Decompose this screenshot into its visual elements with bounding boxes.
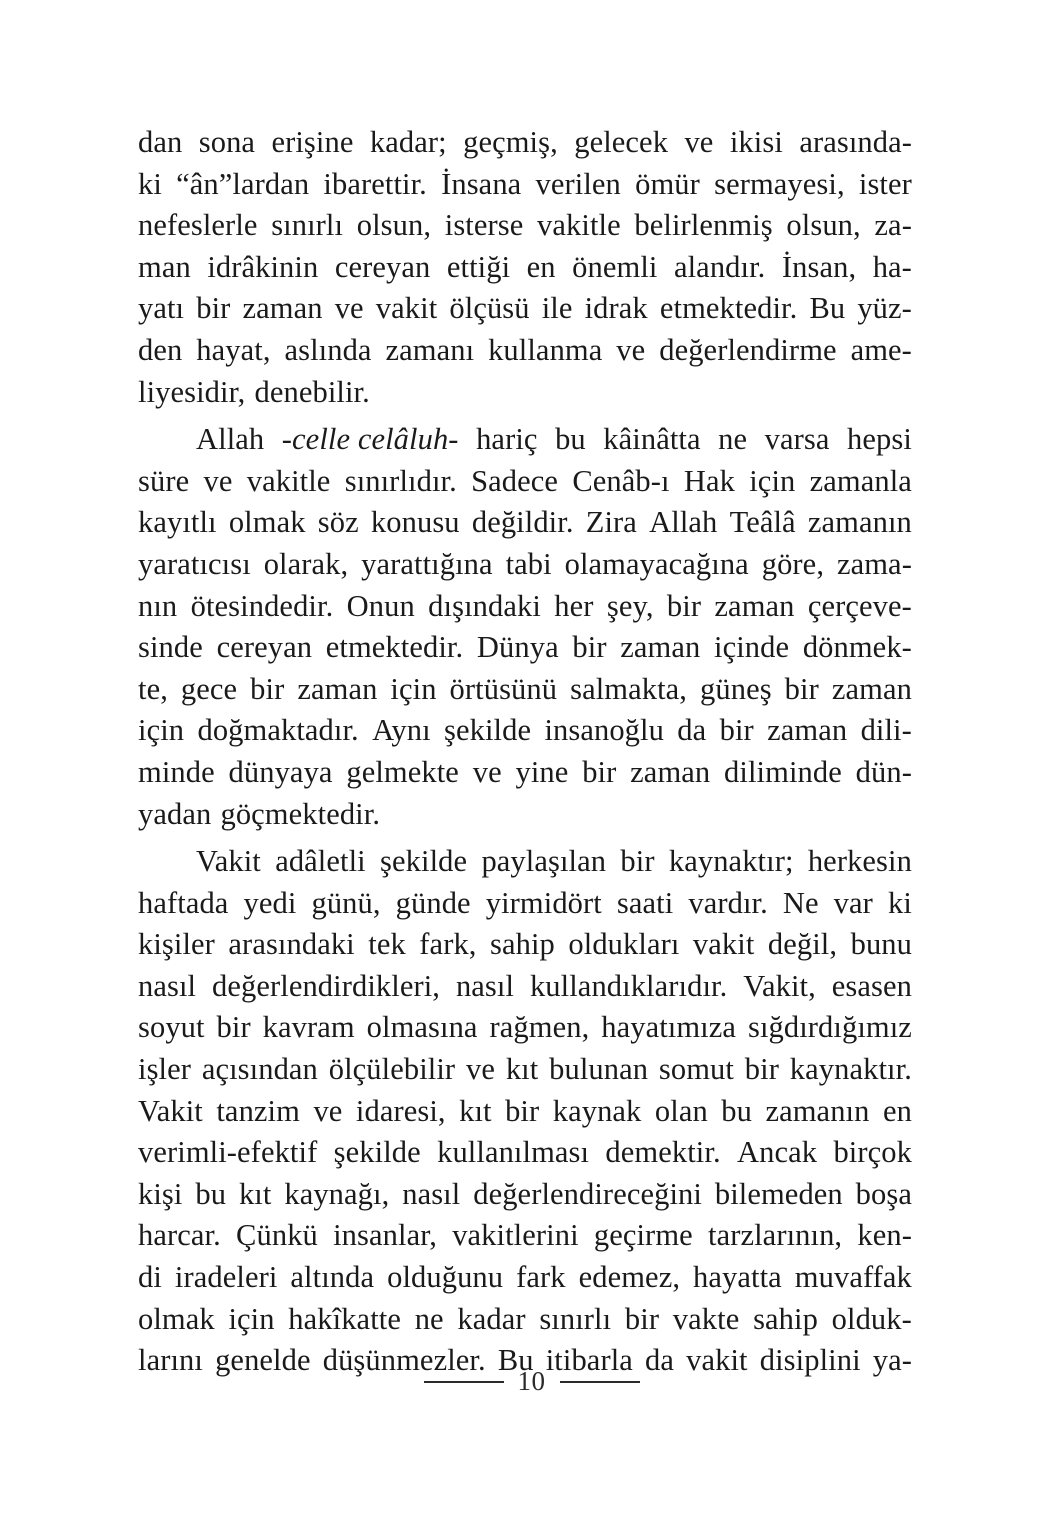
text-line (138, 419, 912, 461)
word: insanoğlu (544, 713, 664, 748)
word: doğmaktadır. (197, 713, 359, 748)
text-line (138, 1132, 912, 1174)
word: günü, (311, 885, 381, 920)
word: bir (624, 1301, 660, 1336)
word: Ancak (737, 1135, 818, 1170)
word: hepsi (847, 422, 912, 457)
text-line (138, 883, 912, 925)
word: Bu (809, 291, 846, 326)
word: ame- (850, 332, 912, 367)
word: da (645, 1343, 675, 1378)
word: boşa (855, 1176, 912, 1211)
word: Onun (346, 588, 415, 623)
text-line (138, 966, 912, 1008)
word: ne (414, 1301, 444, 1336)
word: kişi (138, 1176, 183, 1211)
word: itibarla (545, 1343, 633, 1378)
word: cereyan (216, 630, 313, 665)
word: zaman (297, 671, 378, 706)
word: salmakta, (570, 671, 688, 706)
word: Hak (683, 463, 735, 498)
text-line (138, 461, 912, 503)
word: aslında (284, 332, 372, 367)
word: soyut (138, 1010, 205, 1045)
text-line (138, 794, 912, 836)
word: değil, (767, 927, 838, 962)
word: tanzim (216, 1093, 300, 1128)
word: iradeleri (174, 1260, 278, 1295)
text-line (138, 841, 912, 883)
word: zaman (831, 671, 912, 706)
word: Teâlâ (729, 505, 796, 540)
word: dünyaya (228, 754, 333, 789)
word: değerlendirme (659, 332, 837, 367)
word: kullanılması (437, 1135, 590, 1170)
word: etmektedir. (325, 630, 464, 665)
word: geçirme (593, 1218, 693, 1253)
word: olamayacağına (564, 546, 749, 581)
word: adâletli (275, 844, 366, 879)
word: vakit (692, 927, 755, 962)
word: ki (138, 166, 162, 201)
word: arasındaki (228, 927, 355, 962)
word: sinde (138, 630, 203, 665)
word: sahip (490, 927, 555, 962)
word: hakîkatte (288, 1301, 401, 1336)
word: vakitle (537, 208, 621, 243)
word: zaman (714, 588, 795, 623)
word: bilemeden (714, 1176, 843, 1211)
word: en (526, 249, 556, 284)
word: Çünkü (236, 1218, 318, 1253)
word: İnsana (441, 166, 522, 201)
word: Vakit, (743, 968, 816, 1003)
word: idaresi, (355, 1093, 446, 1128)
word: geçmiş, (463, 125, 558, 159)
word: olsun, (786, 208, 861, 243)
page-text-block (138, 122, 912, 1382)
word: İnsan, (781, 249, 857, 284)
text-line (138, 372, 912, 414)
word: ve (616, 332, 646, 367)
word: etmektedir. (659, 291, 798, 326)
word: için (390, 671, 437, 706)
word: düşünmezler. (322, 1343, 486, 1378)
word: “ân”lardan (176, 166, 310, 201)
word: bir (620, 844, 655, 879)
word: tarzlarının, (708, 1218, 843, 1253)
word: en (882, 1093, 912, 1128)
word: olsun, (356, 208, 432, 243)
word: Allah (196, 422, 265, 457)
text-line (138, 502, 912, 544)
word: insanlar, (333, 1218, 437, 1253)
word: zamanla (809, 463, 912, 498)
word: hayat, (196, 332, 271, 367)
word: ve (472, 754, 502, 789)
text-line (138, 710, 912, 752)
word: kullandıklarıdır. (529, 968, 728, 1003)
word: ettiği (446, 249, 511, 284)
word: süre (138, 463, 190, 498)
word: göçmektedir. (220, 796, 381, 831)
word: nın (138, 588, 178, 623)
word: zaman (767, 713, 848, 748)
word: idrak (584, 291, 648, 326)
word: ötesindedir. (190, 588, 334, 623)
word: bu (195, 1176, 227, 1211)
word: kaynaktır. (789, 1052, 912, 1087)
word: nasıl (402, 1176, 461, 1211)
word: bunu (850, 927, 912, 962)
word: güneş (700, 671, 772, 706)
word: bir (572, 630, 607, 665)
word: esasen (831, 968, 912, 1003)
word: ne (718, 422, 748, 457)
word: ibarettir. (323, 166, 427, 201)
word: erişine (271, 125, 354, 159)
word: bir (505, 1093, 540, 1128)
word: olduğunu (387, 1260, 504, 1295)
word: için (228, 1301, 275, 1336)
text-line (138, 1299, 912, 1341)
word: te, (138, 671, 168, 706)
word: gece (180, 671, 238, 706)
word: ikisi (729, 125, 783, 159)
word: disiplini (759, 1343, 861, 1378)
word: olmasına (366, 1010, 478, 1045)
word: var (833, 885, 873, 920)
word: saati (616, 885, 674, 920)
word: kaynağı, (284, 1176, 390, 1211)
word: Dünya (476, 630, 559, 665)
word: idrâkinin (207, 249, 319, 284)
text-line (138, 627, 912, 669)
word: alandır. (673, 249, 766, 284)
word: cereyan (334, 249, 431, 284)
word: minde (138, 754, 215, 789)
footer-rule-right (560, 1381, 640, 1383)
word: sona (198, 125, 256, 159)
word: genelde (215, 1343, 311, 1378)
word: Ne (782, 885, 819, 920)
word: Zira (585, 505, 637, 540)
word: için (138, 713, 185, 748)
body-paragraph (138, 841, 912, 1382)
word: değerlendirdikleri, (212, 968, 441, 1003)
word: ile (541, 291, 573, 326)
word: ve (684, 125, 714, 159)
word: zamanın (765, 1093, 870, 1128)
word: oldukları (568, 927, 680, 962)
word: kişiler (138, 927, 215, 962)
word: örtüsünü (449, 671, 558, 706)
text-line (138, 1257, 912, 1299)
word: bir (784, 671, 819, 706)
word: dün- (855, 754, 912, 789)
word: vakit (686, 1343, 748, 1378)
text-line (138, 586, 912, 628)
word: göre, (761, 546, 825, 581)
word: ken- (857, 1218, 912, 1253)
text-line (138, 330, 912, 372)
word: vakte (672, 1301, 740, 1336)
word: açısından (201, 1052, 318, 1087)
word: vakit (375, 291, 438, 326)
word: Cenâb-ı (572, 463, 670, 498)
word: sığdırdığımız (747, 1010, 912, 1045)
word: ömür (635, 166, 700, 201)
word: ölçüsü (449, 291, 530, 326)
word: ister (858, 166, 912, 201)
word: şekilde (333, 1135, 421, 1170)
word: Vakit (138, 1093, 203, 1128)
text-line (138, 288, 912, 330)
word: kıt (459, 1093, 492, 1128)
word: sınırlı (539, 1301, 612, 1336)
word: ki (887, 885, 912, 920)
word: demektir. (605, 1135, 721, 1170)
word: hariç (476, 422, 538, 457)
word: konusu (370, 505, 460, 540)
text-line (138, 122, 912, 164)
body-paragraph (138, 419, 912, 835)
word: ve (203, 463, 233, 498)
word: bir (719, 713, 754, 748)
word: zaman (242, 291, 323, 326)
word: olan (654, 1093, 708, 1128)
word: yine (515, 754, 569, 789)
word: za- (874, 208, 912, 243)
text-line (138, 247, 912, 289)
word: arasında- (799, 125, 912, 159)
word: dili- (860, 713, 912, 748)
word: dönmek- (802, 630, 912, 665)
word: için (749, 463, 796, 498)
word: tabi (505, 546, 552, 581)
text-line (138, 205, 912, 247)
word: fark (516, 1260, 566, 1295)
word: zamanın (807, 505, 912, 540)
word: ve (313, 1093, 343, 1128)
word: Sadece (471, 463, 559, 498)
word: man (138, 249, 191, 284)
word: kaynak (552, 1093, 642, 1128)
word: varsa (764, 422, 830, 457)
word: nasıl (455, 968, 515, 1003)
word: paylaşılan (481, 844, 607, 879)
word: şekilde (380, 844, 468, 879)
word: zama- (836, 546, 912, 581)
word: olmak (138, 1301, 215, 1336)
word: ölçülebilir (328, 1052, 456, 1087)
word: kâinâtta (603, 422, 701, 457)
word: yadan (138, 796, 212, 831)
word: kadar; (369, 125, 447, 159)
word: Bu (497, 1343, 534, 1378)
word: şekilde (444, 713, 532, 748)
word: yatı (138, 291, 185, 326)
word: larını (138, 1343, 203, 1378)
word: yirmidört (485, 885, 602, 920)
word: nefeslerle (138, 208, 258, 243)
text-line (138, 1174, 912, 1216)
word: şey, (606, 588, 654, 623)
word: di (138, 1260, 162, 1295)
word: Aynı (372, 713, 431, 748)
word: kaynaktır; (668, 844, 794, 879)
word: Vakit (196, 844, 261, 879)
word: haftada (138, 885, 229, 920)
text-line (138, 1049, 912, 1091)
word: sermayesi, (714, 166, 845, 201)
word: olarak, (263, 546, 349, 581)
text-line (138, 752, 912, 794)
word: rağmen, (489, 1010, 590, 1045)
text-line (138, 1215, 912, 1257)
word: kadar (457, 1301, 526, 1336)
word: herkesin (807, 844, 912, 879)
word: bir (250, 671, 285, 706)
word: zamanı (385, 332, 475, 367)
word: bu (721, 1093, 752, 1128)
text-line (138, 669, 912, 711)
word: günde (395, 885, 471, 920)
text-line (138, 924, 912, 966)
word: olmak (228, 505, 306, 540)
word: olduk- (831, 1301, 912, 1336)
word: hayatta (693, 1260, 782, 1295)
word: harcar. (138, 1218, 221, 1253)
word: kıt (505, 1052, 539, 1087)
word: verilen (535, 166, 621, 201)
word: vakitle (246, 463, 331, 498)
word: tek (368, 927, 406, 962)
word: değerlendireceğini (473, 1176, 702, 1211)
word: dışındaki (428, 588, 541, 623)
word: altında (290, 1260, 375, 1295)
word: bir (666, 588, 702, 623)
word: gelecek (574, 125, 669, 159)
word: işler (138, 1052, 192, 1087)
word: yüz- (857, 291, 912, 326)
word: kavram (262, 1010, 355, 1045)
body-paragraph (138, 122, 912, 413)
word: bir (196, 291, 231, 326)
word: diliminde (724, 754, 842, 789)
word: liyesidir, (138, 374, 246, 409)
word: sınırlı (271, 208, 344, 243)
word: birçok (833, 1135, 912, 1170)
word: bu (555, 422, 586, 457)
word: söz (317, 505, 359, 540)
page-number: 10 (517, 1366, 546, 1396)
word: her (554, 588, 594, 623)
word: da (677, 713, 707, 748)
word: belirlenmiş (634, 208, 773, 243)
word: kayıtlı (138, 505, 217, 540)
text-line (138, 1091, 912, 1133)
word: kullanma (488, 332, 603, 367)
word: içinde (714, 630, 790, 665)
italic-phrase: -celle celâluh- (281, 422, 459, 457)
word: ve (466, 1052, 495, 1087)
word: ha- (872, 249, 912, 284)
word: değildir. (471, 505, 574, 540)
word: edemez, (578, 1260, 681, 1295)
word: nasıl (138, 968, 197, 1003)
word: gelmekte (346, 754, 459, 789)
word: çerçeve- (807, 588, 912, 623)
word: Allah (649, 505, 718, 540)
word: yedi (243, 885, 297, 920)
word: muvaffak (794, 1260, 912, 1295)
text-line (138, 544, 912, 586)
word: yarattığına (361, 546, 493, 581)
word: fark, (419, 927, 477, 962)
word: ve (334, 291, 364, 326)
word: ya- (872, 1343, 912, 1378)
word: bir (216, 1010, 251, 1045)
word: bulunan (549, 1052, 649, 1087)
word: sınırlıdır. (344, 463, 457, 498)
word: vakitlerini (452, 1218, 579, 1253)
word: hayatımıza (601, 1010, 737, 1045)
word: yaratıcısı (138, 546, 251, 581)
word: isterse (444, 208, 524, 243)
text-line (138, 1007, 912, 1049)
word: bir (744, 1052, 779, 1087)
word: bir (582, 754, 617, 789)
word: den (138, 332, 183, 367)
footer-rule-left (424, 1381, 504, 1383)
word: önemli (572, 249, 658, 284)
page-footer (0, 1368, 1063, 1395)
text-line (138, 164, 912, 206)
word: vardır. (688, 885, 768, 920)
word: somut (658, 1052, 734, 1087)
word: dan (138, 125, 183, 159)
word: kıt (238, 1176, 272, 1211)
word: zaman (630, 754, 711, 789)
word: zaman (620, 630, 701, 665)
word: sahip (753, 1301, 818, 1336)
word: denebilir. (254, 374, 370, 409)
word: verimli-efektif (138, 1135, 318, 1170)
